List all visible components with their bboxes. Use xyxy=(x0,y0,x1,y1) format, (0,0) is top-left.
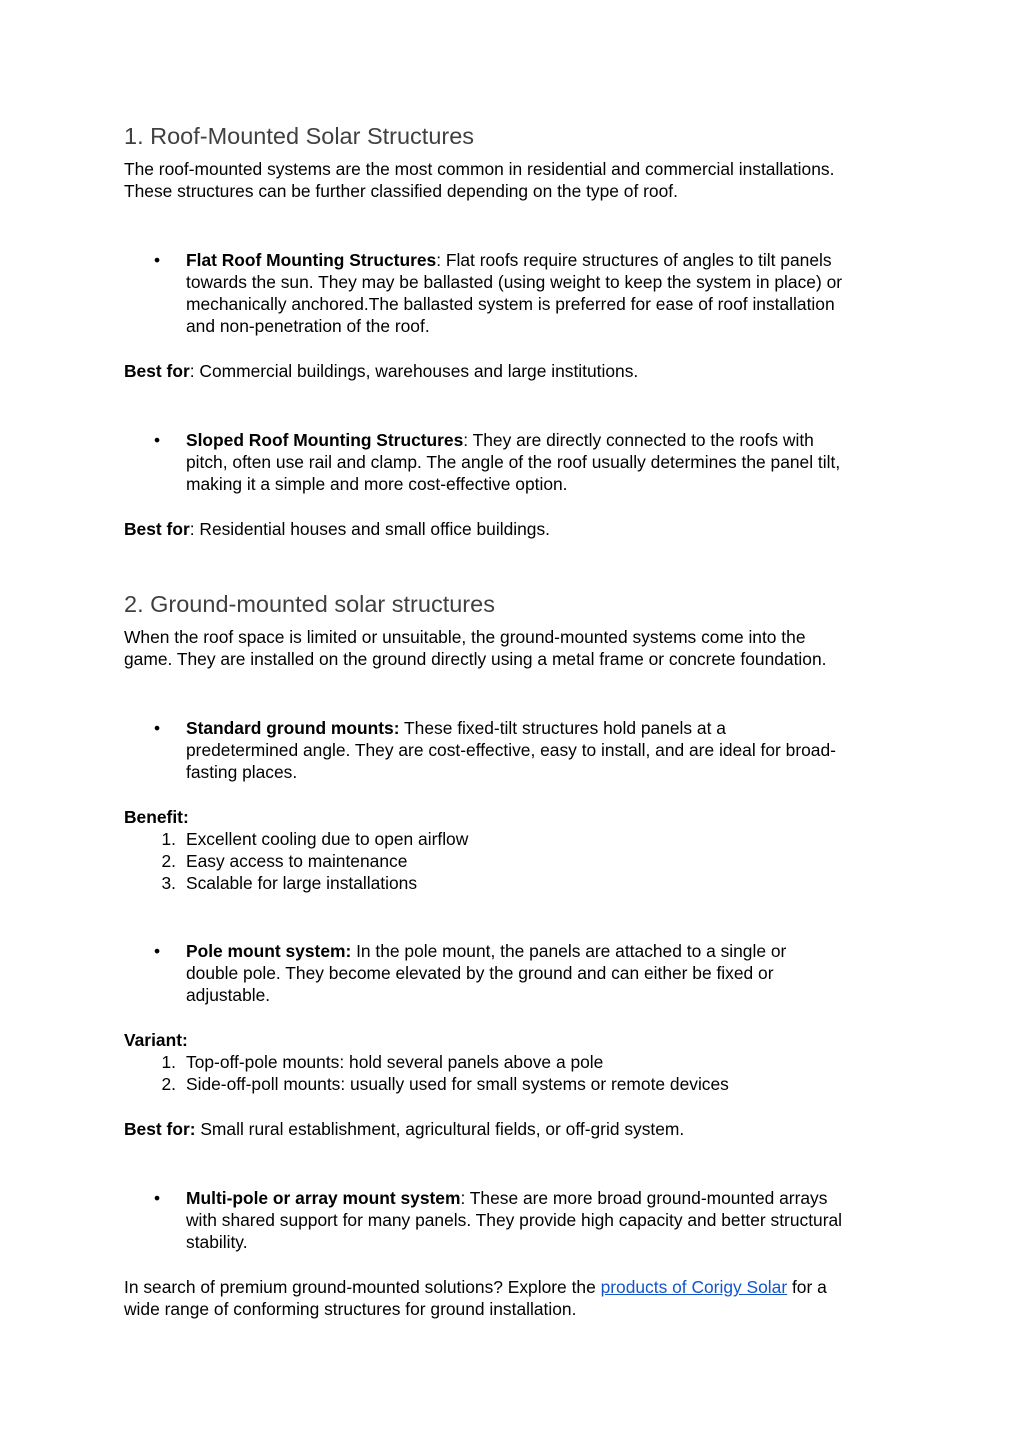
closing-text: for a xyxy=(787,1277,827,1297)
bullet-title: Flat Roof Mounting Structures xyxy=(186,250,437,270)
list-number: 3. xyxy=(161,873,176,893)
bullet-line: with shared support for many panels. They provide high capacity and better structural xyxy=(186,1210,843,1230)
bullet-sloped-roof-text xyxy=(186,429,914,495)
variant-list xyxy=(124,1051,914,1095)
intro-line: The roof-mounted systems are the most common in residential and commercial installations. xyxy=(124,159,835,179)
bullet-flat-roof-text xyxy=(186,249,914,337)
bullet-line: towards the sun. They may be ballasted (using weight to keep the system in place) or xyxy=(186,272,843,292)
bullet-line: and non-penetration of the roof. xyxy=(186,316,430,336)
best-for-pole xyxy=(124,1118,914,1140)
bullet-line: making it a simple and more cost-effective option. xyxy=(186,474,568,494)
bullet-title: Sloped Roof Mounting Structures xyxy=(186,430,464,450)
best-for-flat xyxy=(124,360,914,382)
list-number: 1. xyxy=(161,829,176,849)
bullet-line: In the pole mount, the panels are attached to a single or xyxy=(351,941,787,961)
bullet-pole-mount-text xyxy=(186,940,914,1006)
bullet-icon: • xyxy=(154,250,161,270)
list-item xyxy=(124,1073,914,1095)
list-number: 1. xyxy=(161,1052,176,1072)
list-item xyxy=(124,1051,914,1073)
list-text: Excellent cooling due to open airflow xyxy=(186,829,469,849)
bullet-icon: • xyxy=(154,430,161,450)
variant-heading: Variant: xyxy=(124,1030,188,1050)
list-item xyxy=(124,872,914,894)
intro-line: When the roof space is limited or unsuitable, the ground-mounted systems come into the xyxy=(124,627,806,647)
bullet-title: Standard ground mounts: xyxy=(186,718,400,738)
bullet-line: double pole. They become elevated by the ground and can either be fixed or xyxy=(186,963,774,983)
section-1-heading: 1. Roof-Mounted Solar Structures xyxy=(124,123,475,149)
bullet-title: Multi-pole or array mount system xyxy=(186,1188,461,1208)
bullet-line: adjustable. xyxy=(186,985,271,1005)
bullet-line: These fixed-tilt structures hold panels at a xyxy=(399,718,726,738)
benefit-heading: Benefit: xyxy=(124,807,189,827)
best-for-text: : Residential houses and small office buildings. xyxy=(189,519,550,539)
list-number: 2. xyxy=(161,1074,176,1094)
bullet-title: Pole mount system: xyxy=(186,941,352,961)
best-for-label: Best for xyxy=(124,519,190,539)
closing-paragraph xyxy=(124,1276,914,1320)
bullet-line: stability. xyxy=(186,1232,248,1252)
benefit-label xyxy=(124,806,914,828)
best-for-sloped xyxy=(124,518,914,540)
bullet-line: : They are directly connected to the roofs with xyxy=(463,430,814,450)
bullet-line: pitch, often use rail and clamp. The angle of the roof usually determines the panel tilt, xyxy=(186,452,841,472)
list-item xyxy=(124,850,914,872)
section-2-intro xyxy=(124,626,914,670)
bullet-line: predetermined angle. They are cost-effective, easy to install, and are ideal for broad- xyxy=(186,740,836,760)
list-text: Side-off-poll mounts: usually used for small systems or remote devices xyxy=(186,1074,729,1094)
closing-text: wide range of conforming structures for ground installation. xyxy=(124,1299,577,1319)
best-for-text: Small rural establishment, agricultural fields, or off-grid system. xyxy=(195,1119,685,1139)
bullet-line: : Flat roofs require structures of angles to tilt panels xyxy=(436,250,832,270)
list-text: Easy access to maintenance xyxy=(186,851,408,871)
corigy-products-link[interactable]: products of Corigy Solar xyxy=(600,1277,788,1297)
best-for-label: Best for: xyxy=(124,1119,196,1139)
best-for-text: : Commercial buildings, warehouses and large institutions. xyxy=(189,361,639,381)
bullet-multi-pole-text xyxy=(186,1187,914,1253)
best-for-label: Best for xyxy=(124,361,190,381)
bullet-line: mechanically anchored.The ballasted system is preferred for ease of roof installation xyxy=(186,294,835,314)
variant-label xyxy=(124,1029,914,1051)
bullet-icon: • xyxy=(154,718,161,738)
section-1-intro xyxy=(124,158,914,202)
bullet-icon: • xyxy=(154,1188,161,1208)
bullet-standard-ground-text xyxy=(186,717,914,783)
bullet-line: fasting places. xyxy=(186,762,298,782)
closing-text: In search of premium ground-mounted solutions? Explore the xyxy=(124,1277,601,1297)
bullet-icon: • xyxy=(154,941,161,961)
list-text: Scalable for large installations xyxy=(186,873,418,893)
list-item xyxy=(124,828,914,850)
list-number: 2. xyxy=(161,851,176,871)
bullet-line: : These are more broad ground-mounted arrays xyxy=(460,1188,828,1208)
benefit-list xyxy=(124,828,914,894)
intro-line: game. They are installed on the ground directly using a metal frame or concrete foundation. xyxy=(124,649,827,669)
intro-line: These structures can be further classified depending on the type of roof. xyxy=(124,181,678,201)
list-text: Top-off-pole mounts: hold several panels above a pole xyxy=(186,1052,604,1072)
section-2-heading: 2. Ground-mounted solar structures xyxy=(124,591,495,617)
